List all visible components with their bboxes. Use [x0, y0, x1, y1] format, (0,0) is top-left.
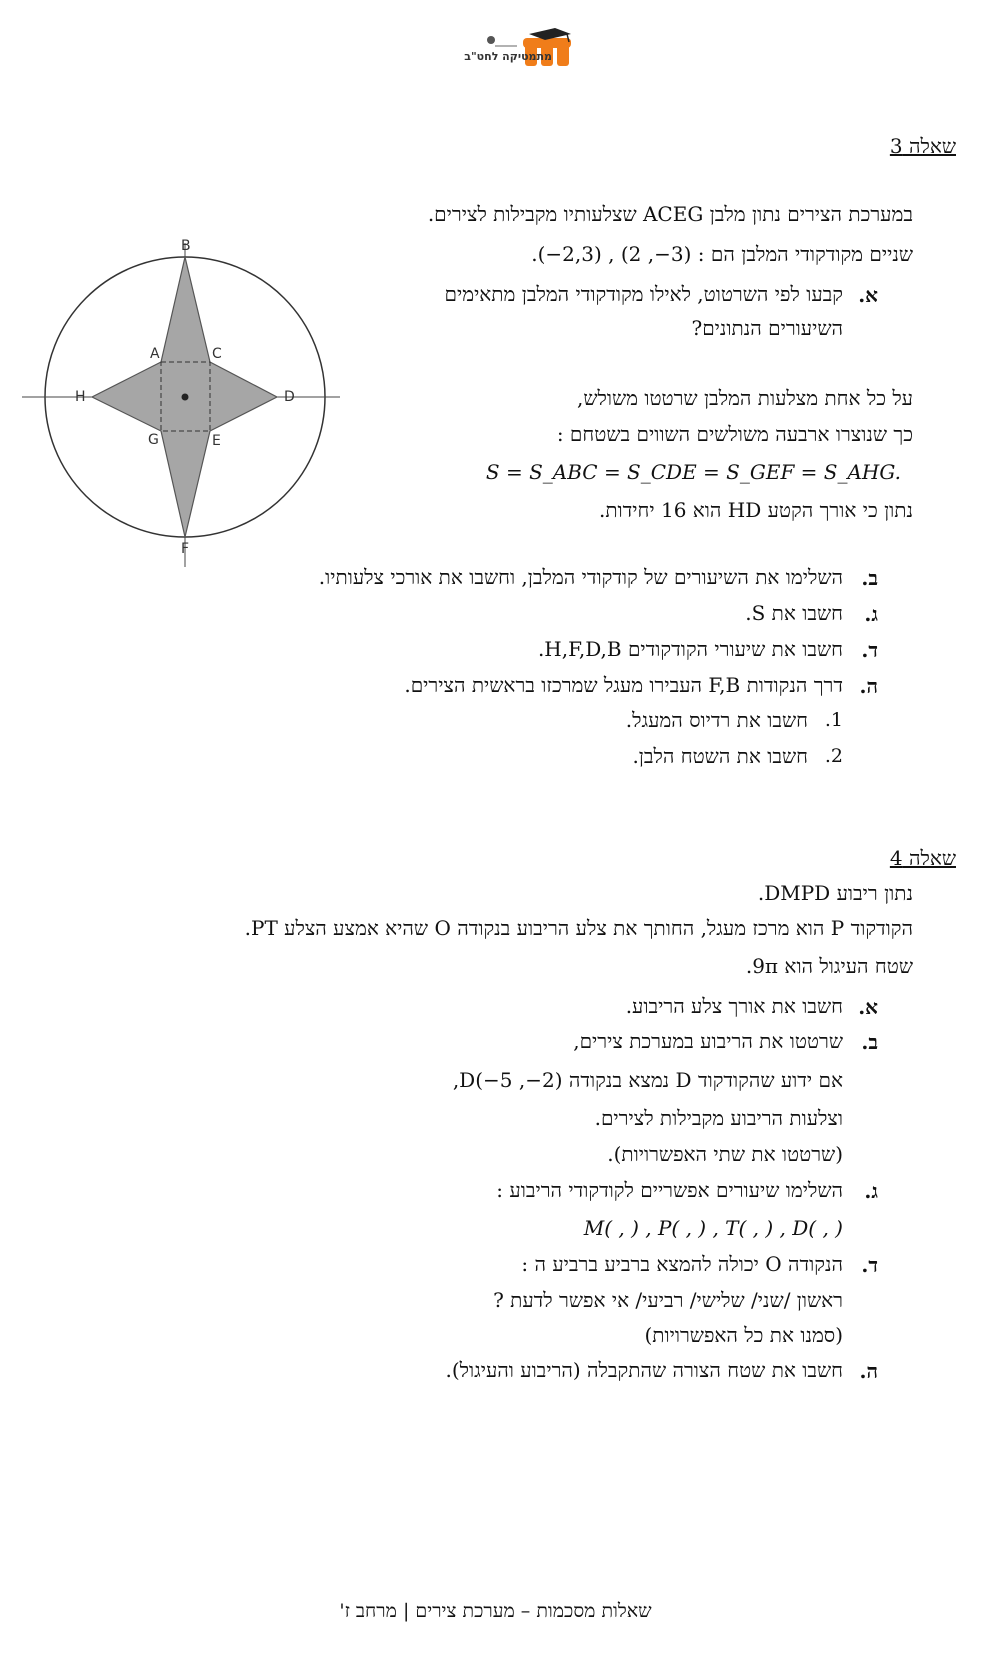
q4-para-2: הקודקוד P הוא מרכז מעגל, החותך את צלע הריבוע בנקודה O שהיא אמצע הצלע PT.	[244, 916, 913, 940]
q3-d-text: חשבו את שיעורי הקודקודים H,F,D,B.	[537, 637, 843, 661]
q3-h1-num: 1.	[824, 709, 843, 731]
q4-d-line-3: (סמנו את כל האפשרויות)	[644, 1323, 843, 1347]
q3-para-2: כך שנוצרו ארבעה משולשים השווים בשטחם :	[556, 422, 913, 446]
label-d: D	[284, 389, 295, 405]
q3-para-3: נתון כי אורך הקטע HD הוא 16 יחידות.	[598, 498, 913, 522]
q3-d-label: ד.	[861, 638, 878, 662]
label-g: G	[148, 432, 159, 448]
q4-g-formula: M( , ) , P( , ) , T( , ) , D( , )	[583, 1216, 843, 1240]
q3-h2-text: חשבו את השטח הלבן.	[632, 744, 808, 768]
question-4-title: שאלה 4	[889, 846, 956, 870]
q4-para-3: שטח העיגול הוא 9π.	[745, 954, 913, 978]
q3-intro-1: במערכת הצירים נתון מלבן ACEG שצלעותיו מקבילות לצירים.	[427, 202, 913, 226]
q3-g-text: חשבו את S.	[745, 601, 843, 625]
q4-a-text: חשבו את אורך צלע הריבוע.	[625, 994, 843, 1018]
page-footer: שאלות מסכמות – מערכת צירים | מרחב ז'	[339, 1600, 652, 1622]
q3-para-1: על כל אחת מצלעות המלבן שרטטו משולש,	[576, 386, 913, 410]
label-f: F	[181, 541, 190, 557]
q3-area-formula: S = S_ABC = S_CDE = S_GEF = S_AHG.	[485, 460, 901, 484]
q4-d-text: הנקודה O יכולה להמצא ברביע ברביע ה :	[521, 1252, 843, 1276]
q3-b-label: ב.	[861, 566, 878, 590]
q4-b-line-4: (שרטטו את שתי האפשרויות).	[607, 1142, 843, 1166]
q3-h1-text: חשבו את רדיוס המעגל.	[625, 708, 808, 732]
logo-text: מתמטיקה לחט"ב	[464, 50, 552, 63]
question-3-title: שאלה 3	[889, 134, 956, 158]
q4-b-text: שרטטו את הריבוע במערכת צירים,	[573, 1029, 843, 1053]
q3-intro-2: שניים מקודקודי המלבן הם : (3−, 2) , (2,3−).	[531, 242, 913, 266]
q3-a-line-2: השיעורים הנתונים?	[691, 316, 843, 340]
label-h: H	[75, 389, 86, 405]
q3-a-line-1: קבעו לפי השרטוט, לאילו מקודקודי המלבן מתאימים	[444, 282, 843, 306]
q4-d-label: ד.	[861, 1253, 878, 1277]
q4-d-line-2: ראשון /שני/ שלישי/ רביעי/ אי אפשר לדעת ?	[493, 1288, 843, 1312]
q4-g-label: ג.	[864, 1179, 878, 1203]
q3-h-label: ה.	[859, 674, 878, 698]
q4-para-1: נתון ריבוע DMPD.	[757, 881, 913, 905]
q3-b-text: השלימו את השיעורים של קודקודי המלבן, וחשבו את אורכי צלעותיו.	[318, 565, 843, 589]
q4-h-text: חשבו את שטח הצורה שהתקבלה (הריבוע והעיגול).	[445, 1358, 843, 1382]
q4-g-text: השלימו שיעורים אפשריים לקודקודי הריבוע :	[496, 1178, 843, 1202]
label-c: C	[212, 346, 222, 362]
q3-figure	[20, 235, 350, 575]
q4-a-label: א.	[858, 995, 878, 1019]
q4-h-label: ה.	[859, 1359, 878, 1383]
origin-point	[182, 394, 189, 401]
q3-g-label: ג.	[864, 602, 878, 626]
q3-a-label: א.	[858, 283, 878, 307]
label-b: B	[181, 238, 191, 254]
q4-b-line-3: וצלעות הריבוע מקבילות לצירים.	[594, 1106, 843, 1130]
q3-h-text: דרך הנקודות F,B העבירו מעגל שמרכזו בראשית הצירים.	[404, 673, 843, 697]
q3-h2-num: 2.	[824, 745, 843, 767]
q4-b-label: ב.	[861, 1030, 878, 1054]
label-a: A	[150, 346, 160, 362]
q3-diagram	[20, 235, 350, 575]
q4-b-line-2: אם ידוע שהקודקוד D נמצא בנקודה (2−, 5−)D,	[452, 1068, 843, 1092]
label-e: E	[212, 433, 221, 449]
